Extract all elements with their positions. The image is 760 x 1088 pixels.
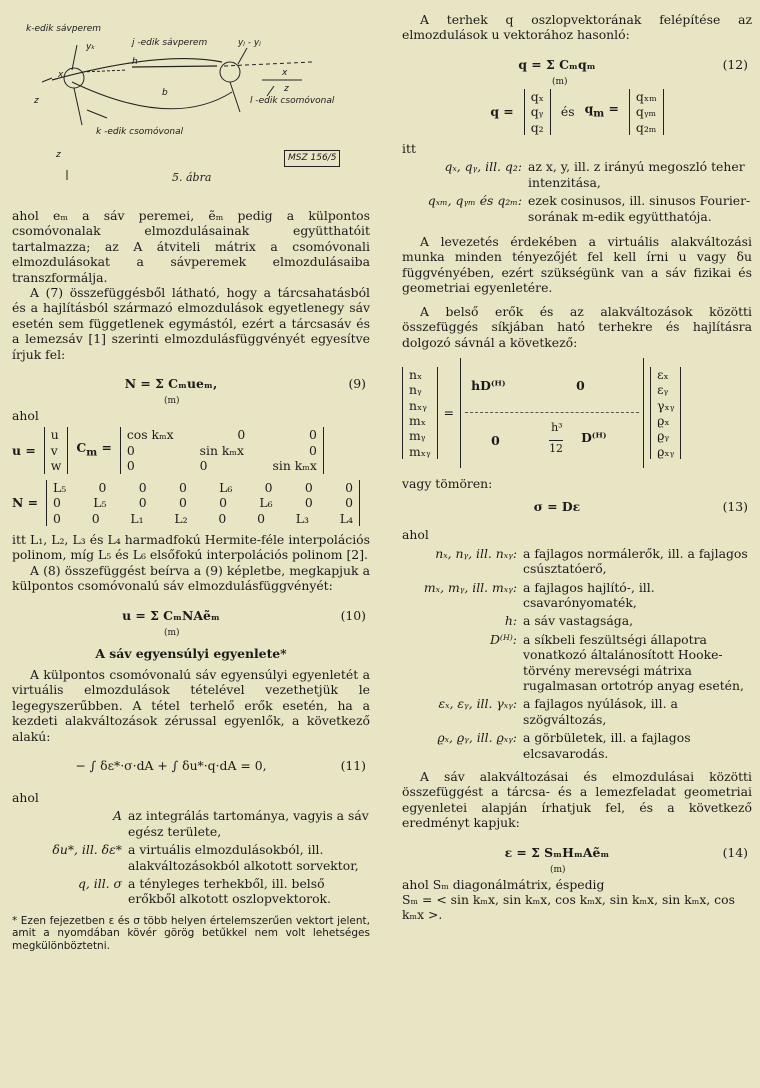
matrix-cell: q₂: [530, 119, 544, 135]
fig-label-z-left: z: [34, 96, 39, 106]
conjunction: és: [560, 104, 575, 120]
fig-label-yk: yₖ: [86, 42, 96, 52]
fig-label-h: h: [132, 57, 138, 67]
matrix-cell: L₃: [295, 510, 309, 526]
matrix-cell: 0: [98, 479, 107, 495]
matrix-cell: sin kₘx: [272, 458, 317, 474]
matrix-cell: ϱₓᵧ: [657, 443, 675, 459]
definition-key: εₓ, εᵧ, ill. γₓᵧ:: [438, 696, 517, 712]
matrix-cell: 0: [576, 377, 585, 393]
strain-vector: [650, 367, 681, 459]
paragraph: A sáv alakváltozásai és elmozdulásai közötti összefüggést a tárcsa- és a lemezfeladat geometriai egyenletei alapján írhatjuk fel, és a következő eredményt kapjuk:: [402, 769, 752, 831]
q-vector: [524, 89, 551, 135]
definition-row: [402, 696, 752, 727]
matrix-cell: qₓₘ: [635, 88, 657, 104]
matrix-cell: ϱₓ: [657, 412, 670, 428]
matrix-cell: mₓᵧ: [409, 443, 431, 459]
matrix-cell: 0: [219, 495, 228, 511]
u-vector: [44, 427, 69, 473]
definition-key: q, ill. σ: [77, 876, 122, 891]
definition-list: [402, 546, 752, 761]
matrix-cell: 0: [257, 510, 265, 526]
matrix-cell: L₁: [130, 510, 144, 526]
equation-text: ε = Σ SₘHₘAẽₘ: [504, 844, 610, 860]
fig-label-k-node: k -edik csomóvonal: [96, 127, 184, 137]
matrix-cell: sin kₘx: [199, 442, 245, 458]
definition-value: a sáv vastagsága,: [523, 613, 634, 629]
definition-list: [402, 159, 752, 224]
definition-key: D⁽ᴴ⁾:: [489, 631, 517, 647]
equation-11: [12, 750, 370, 784]
definition-value: a fajlagos hajlító-, ill. csavarónyomaték,: [523, 579, 655, 610]
matrix-cell: 0: [308, 427, 317, 443]
D-block-matrix: [460, 358, 644, 468]
n-matrix: [46, 480, 360, 526]
matrix-cell: cos kₘx: [126, 427, 174, 443]
equation-number: (14): [722, 844, 748, 860]
matrix-cell: nᵧ: [409, 382, 422, 398]
ahol-label: ahol: [12, 408, 39, 424]
definition-value: a fajlagos nyúlások, ill. a szögváltozás,: [523, 696, 678, 727]
equation-sub: (m): [164, 396, 180, 407]
equation-sub: (m): [550, 864, 566, 875]
matrix-cell: 0: [345, 479, 353, 495]
constitutive-matrix: nₓ nᵧ nₓᵧ mₓ mᵧ mₓᵧ = hD⁽ᴴ⁾ 0 0 h³ 12 D⁽ᴴ⁾ εₓ εᵧ γₓᵧ ϱₓ ϱᵧ ϱₓᵧ: [402, 358, 752, 468]
matrix-cell: 0: [199, 458, 208, 474]
ahol-label: ahol: [12, 789, 39, 805]
definition-key: h:: [504, 613, 517, 629]
fig-label-k-edge: k-edik sávperem: [26, 24, 102, 34]
paragraph: A (7) összefüggésből látható, hogy a tárcsahatásból és a hajlításból származó elmozdulások egyetlenegy sáv esetén sem függetlenek egymástól, ezért a tárcsasáv és a lemezsáv [1] szerinti elmozdulásfüggvényét egyesítve írjuk fel:: [12, 285, 370, 362]
fig-label-x-left: x: [58, 70, 64, 80]
equation-number: (9): [348, 376, 366, 392]
paragraph: itt L₁, L₂, L₃ és L₄ harmadfokú Hermite-féle interpolációs polinom, míg L₅ és L₆ elsőfokú interpolációs polinom [2].: [12, 531, 370, 563]
matrix-cell: 12: [549, 441, 564, 455]
definition-value: a fajlagos normálerők, ill. a fajlagos csúsztatóerő,: [523, 545, 748, 577]
equation-number: (13): [722, 499, 748, 515]
matrix-cell: D⁽ᴴ⁾: [581, 429, 607, 445]
matrix-cell: 0: [491, 432, 500, 448]
matrix-cell: 0: [178, 495, 187, 511]
equation-sub: (m): [164, 627, 180, 638]
matrix-cell: qₓ: [530, 88, 544, 104]
definition-key: mₓ, mᵧ, ill. mₓᵧ:: [423, 579, 517, 595]
definition-key: qₓ, qᵧ, ill. q₂:: [444, 159, 522, 175]
matrix-cell: qᵧₘ: [635, 104, 657, 120]
left-column: [12, 0, 370, 952]
fig-label-j-edge: j -edik sávperem: [132, 38, 208, 48]
definition-key: δu*, ill. δε*: [52, 842, 122, 858]
matrix-cell: 0: [218, 510, 227, 526]
matrix-cell: 0: [237, 427, 246, 443]
definition-row: [12, 842, 370, 873]
figure-5: [12, 0, 370, 190]
matrix-cell: h³: [551, 420, 563, 434]
definition-value: az x, y, ill. z irányú megoszló teher intenzitása,: [528, 159, 745, 190]
equation-number: (11): [340, 757, 366, 773]
definition-value: a görbületek, ill. a fajlagos elcsavarodás.: [523, 730, 691, 761]
matrix-cell: q₂ₘ: [635, 119, 657, 135]
definition-value: a síkbeli feszültségi állapotra vonatkozó általánosított Hooke-törvény merevségi mátrixa rugalmasan ortotróp anyag esetén,: [523, 631, 744, 693]
matrix-cell: 0: [264, 479, 273, 495]
matrix-cell: mᵧ: [409, 428, 426, 444]
definition-key: A: [113, 808, 122, 824]
force-vector: [402, 367, 438, 459]
matrix-cell: 0: [138, 479, 147, 495]
matrix-cell: 0: [304, 479, 313, 495]
definition-row: [12, 876, 370, 907]
paragraph: Sₘ = < sin kₘx, sin kₘx, cos kₘx, sin kₘx, sin kₘx, cos kₘx >.: [402, 892, 735, 923]
definition-row: [402, 193, 752, 224]
matrix-cell: 0: [91, 510, 100, 526]
matrix-cell: L₅: [53, 479, 67, 495]
equation-text: u = Σ CₘNAẽₘ: [122, 607, 220, 623]
equation-text: − ∫ δε*·σ·dA + ∫ δu*·q·dA = 0,: [75, 757, 267, 773]
matrix-cell: 0: [304, 495, 313, 511]
paragraph: ahol eₘ a sáv peremei, ẽₘ pedig a külpontos csomóvonalak elmozdulásainak együtthatóit tartalmazza; az A átviteli mátrix a csomóvonali elmozdulásokat a sávperemek elmozdulásaiba transzformálja.: [12, 208, 370, 285]
paragraph: ahol Sₘ diagonálmátrix, éspedig: [402, 876, 605, 892]
paragraph: A külpontos csomóvonalú sáv egyensúlyi egyenletét a virtuális elmozdulások tételével vezethetjük le legegyszerűbben. A tétel terhelő erők esetén, ha a kezdeti alakváltozások zérussal egyenlők, a következő alakú:: [12, 666, 370, 744]
equation-12: [402, 49, 752, 87]
equation-text: q = Σ Cₘqₘ: [518, 56, 596, 72]
paragraph: vagy tömören:: [402, 475, 493, 491]
figure-caption: 5. ábra: [172, 171, 212, 184]
matrix-cell: 0: [126, 442, 135, 458]
matrix-cell: nₓ: [409, 366, 423, 382]
u-cm-matrices: u = u v w $C_m$ = cos kₘx 0 0 0 sin kₘx 0 0 0 sin kₘx: [12, 427, 370, 473]
definition-key: nₓ, nᵧ, ill. nₓᵧ:: [435, 545, 517, 561]
cm-matrix: [120, 427, 324, 473]
definition-list: [12, 808, 370, 906]
definition-row: [402, 580, 752, 611]
footnote: * Ezen fejezetben ε és σ több helyen értelemszerűen vektort jelent, amit a nyomdában kövér görög betűkkel nem volt lehetséges megkülönböztetni.: [12, 914, 370, 952]
equation-text: σ = Dε: [533, 499, 581, 515]
matrix-cell: qᵧ: [530, 104, 544, 120]
equation-13: [402, 497, 752, 521]
equation-10: [12, 600, 370, 638]
matrix-cell: L₆: [259, 495, 273, 511]
definition-row: [402, 632, 752, 694]
matrix-cell: hD⁽ᴴ⁾: [471, 377, 506, 393]
matrix-cell: εᵧ: [657, 382, 669, 398]
fig-label-z-bottom: z: [56, 150, 61, 160]
definition-row: [12, 808, 370, 839]
matrix-cell: v: [50, 442, 58, 458]
section-heading: A sáv egyensúlyi egyenlete*: [95, 645, 287, 661]
matrix-cell: 0: [138, 495, 147, 511]
matrix-cell: L₄: [339, 510, 353, 526]
equation-text: N = Σ Cₘueₘ,: [124, 376, 218, 392]
matrix-cell: mₓ: [409, 412, 427, 428]
equation-number: (12): [722, 56, 748, 72]
ahol-label: ahol: [402, 527, 429, 543]
right-column: [402, 12, 752, 923]
definition-key: qₓₘ, qᵧₘ és q₂ₘ:: [427, 193, 522, 209]
matrix-cell: 0: [53, 495, 61, 511]
paragraph: A levezetés érdekében a virtuális alakváltozási munka minden tényezőjét fel kell írni u vagy δu függvényében, ezért szükségünk van a sáv fizikai és geometriai egyenletére.: [402, 234, 752, 296]
matrix-cell: 0: [308, 442, 317, 458]
fig-label-z-right: z: [284, 84, 289, 94]
n-matrix-block: N = L₅ 0 0 0 L₆ 0 0 0 0 L₅ 0 0 0 L₆ 0 0 0 0 L₁ L₂ 0 0 L₃ L₄: [12, 480, 370, 526]
matrix-cell: nₓᵧ: [409, 397, 427, 413]
equation-sub: (m): [552, 76, 568, 87]
paragraph: A terhek q oszlopvektorának felépítése az elmozdulások u vektorához hasonló:: [402, 12, 752, 43]
matrix-cell: 0: [345, 495, 353, 511]
definition-value: az integrálás tartománya, vagyis a sáv egész területe,: [128, 808, 369, 839]
definition-row: [402, 613, 752, 628]
fig-label-b: b: [162, 88, 168, 98]
matrix-cell: L₆: [219, 479, 233, 495]
matrix-cell: 0: [53, 510, 61, 526]
matrix-cell: γₓᵧ: [657, 397, 675, 413]
matrix-cell: L₅: [93, 495, 107, 511]
definition-value: a tényleges terhekből, ill. belső erőkből alkotott oszlopvektorok.: [128, 876, 331, 907]
fig-label-yj: yⱼ - yⱼ: [238, 38, 261, 48]
matrix-cell: 0: [178, 479, 187, 495]
fig-label-x-right: x: [282, 68, 288, 78]
matrix-cell: L₂: [174, 510, 188, 526]
fig-label-l-node: l -edik csomóvonal: [250, 96, 335, 106]
definition-row: [402, 546, 752, 577]
qm-vector: [629, 89, 664, 135]
definition-key: ϱₓ, ϱᵧ, ill. ϱₓᵧ:: [437, 730, 517, 746]
equation-9: [12, 368, 370, 407]
msz-stamp: MSZ 156/5: [284, 150, 340, 167]
definition-value: ezek cosinusos, ill. sinusos Fourier-sorának m-edik együtthatója.: [528, 193, 751, 224]
equation-number: (10): [340, 607, 366, 623]
matrix-cell: 0: [126, 458, 135, 474]
matrix-cell: w: [50, 458, 62, 474]
definition-row: [402, 159, 752, 190]
q-vectors: q = qₓ qᵧ q₂ és $q_m$ = qₓₘ qᵧₘ q₂ₘ: [402, 89, 752, 135]
itt-label: itt: [402, 141, 416, 157]
matrix-cell: u: [50, 427, 59, 443]
equation-14: [402, 837, 752, 875]
matrix-cell: εₓ: [657, 366, 669, 382]
paragraph: A belső erők és az alakváltozások közötti összefüggés síkjában ható terhekre és hajlításra dolgozó sávnál a következő:: [402, 303, 752, 350]
paragraph: A (8) összefüggést beírva a (9) képletbe, megkapjuk a külpontos csomóvonalú sáv elmozdulásfüggvényét:: [12, 562, 370, 594]
definition-value: a virtuális elmozdulásokból, ill. alakváltozásokból alkotott sorvektor,: [128, 842, 359, 873]
definition-row: [402, 730, 752, 761]
matrix-cell: ϱᵧ: [657, 428, 670, 444]
